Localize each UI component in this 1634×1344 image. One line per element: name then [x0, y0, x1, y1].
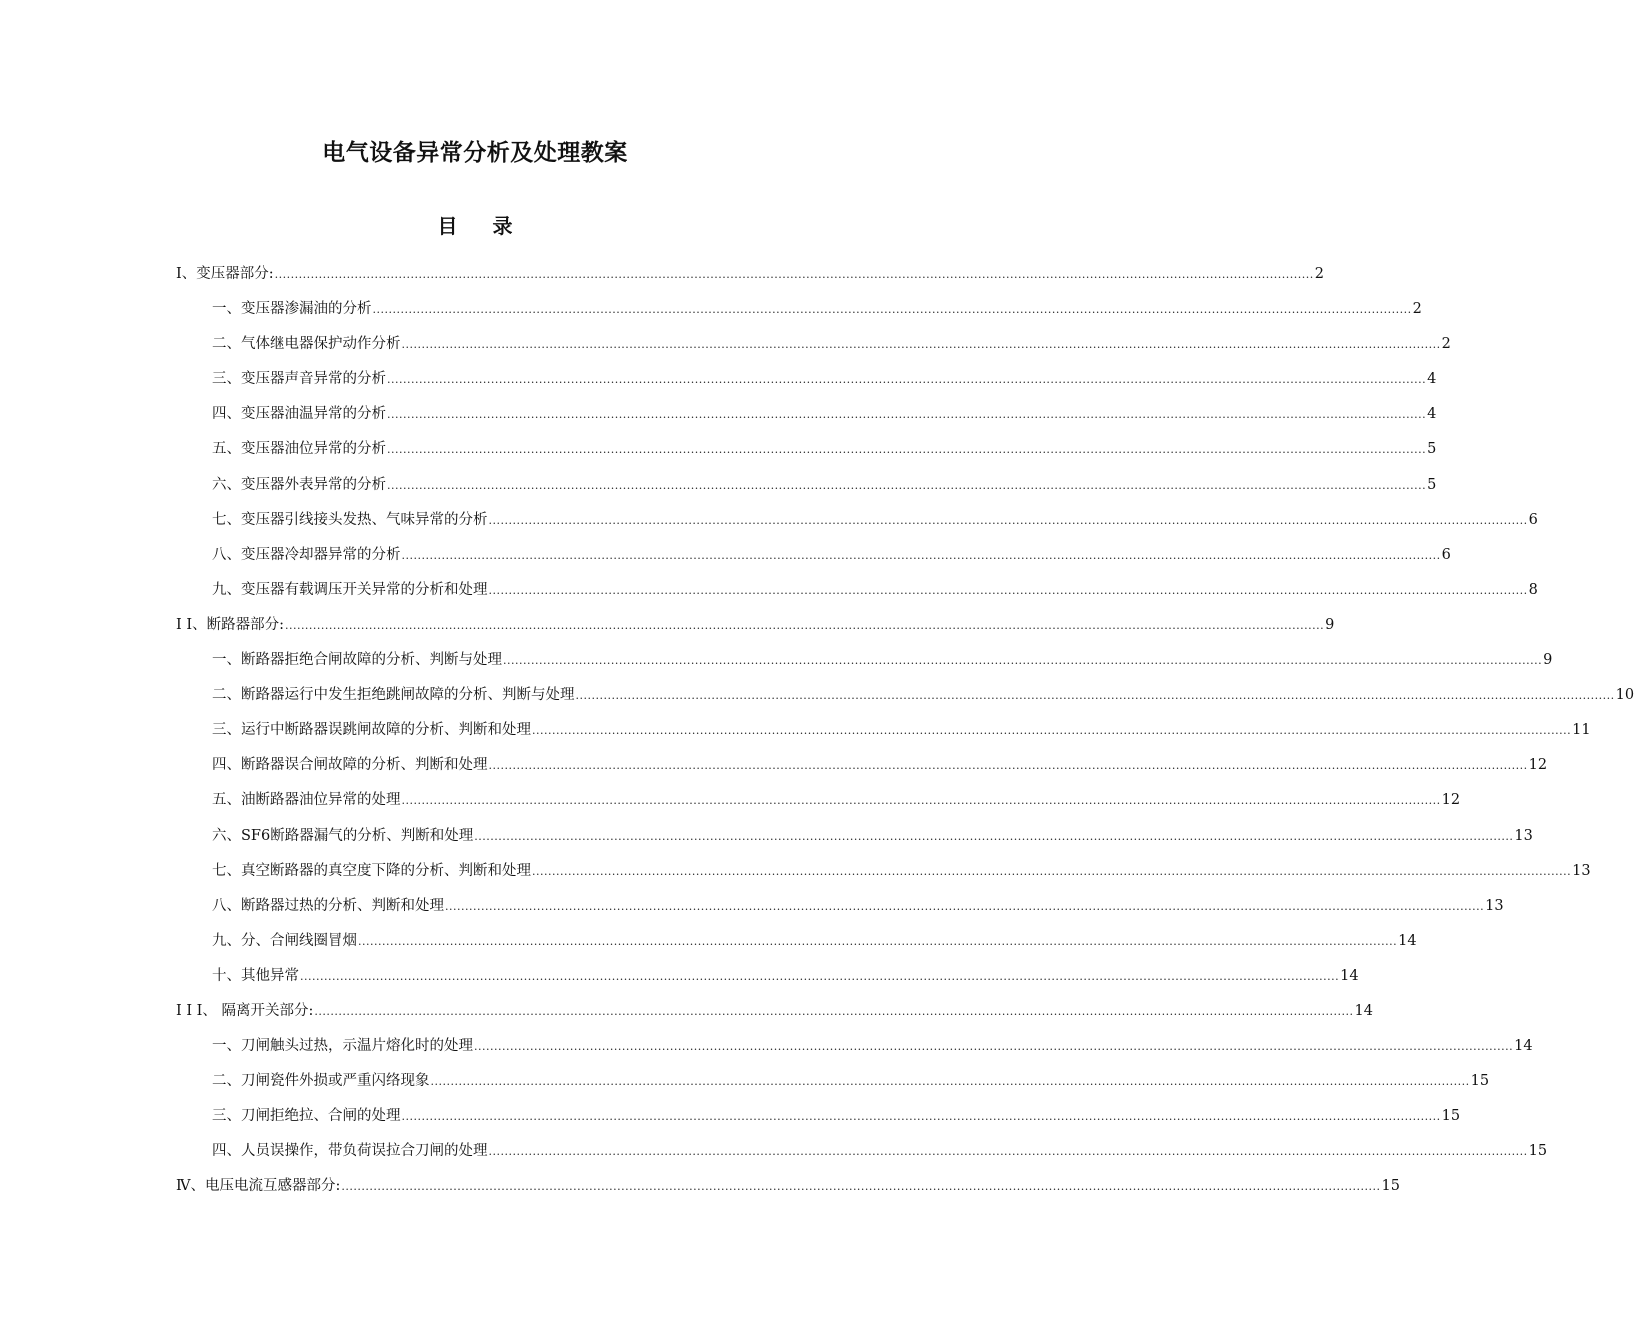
- toc-entry-label: 二、断路器运行中发生拒绝跳闸故障的分析、判断与处理: [212, 687, 575, 704]
- toc-entry-page-number: 14: [1354, 1002, 1373, 1019]
- toc-entry-label: 四、变压器油温异常的分析: [212, 406, 386, 423]
- toc-entry-label: 八、变压器冷却器异常的分析: [212, 546, 401, 563]
- toc-subsection-entry[interactable]: [176, 857, 1591, 892]
- toc-subsection-entry[interactable]: [176, 646, 1553, 681]
- toc-entry-page-number: 13: [1485, 897, 1504, 914]
- toc-entry-label: 十、其他异常: [212, 967, 299, 984]
- toc-dot-leader: ....................................................................................................................................................................................................................................................................: [387, 443, 1427, 457]
- toc-entry-label: 一、刀闸触头过热，示温片熔化时的处理: [212, 1038, 473, 1055]
- toc-entry-page-number: 15: [1441, 1108, 1461, 1125]
- toc-subsection-entry[interactable]: [176, 681, 1634, 716]
- toc-dot-leader: ....................................................................................................................................................................................................................................................................: [575, 689, 1615, 703]
- toc-dot-leader: ....................................................................................................................................................................................................................................................................: [341, 1180, 1381, 1194]
- toc-subsection-entry[interactable]: [176, 1102, 1461, 1137]
- toc-subsection-entry[interactable]: [176, 822, 1533, 857]
- toc-subsection-entry[interactable]: [176, 786, 1461, 821]
- toc-entry-page-number: 15: [1528, 1143, 1548, 1160]
- toc-entry-page-number: 2: [1314, 266, 1324, 282]
- toc-subsection-entry[interactable]: [176, 365, 1437, 400]
- toc-entry-label: 九、分、合闸线圈冒烟: [212, 932, 357, 949]
- toc-entry-page-number: 11: [1572, 722, 1591, 739]
- toc-dot-leader: ....................................................................................................................................................................................................................................................................: [401, 1110, 1441, 1124]
- toc-heading: 目 录: [437, 214, 527, 238]
- toc-section-entry[interactable]: [176, 611, 1335, 646]
- toc-dot-leader: ....................................................................................................................................................................................................................................................................: [401, 338, 1441, 352]
- toc-subsection-entry[interactable]: [176, 1032, 1533, 1067]
- toc-entry-label: 七、真空断路器的真空度下降的分析、判断和处理: [212, 862, 531, 879]
- toc-entry-label: I I I、 隔离开关部分:: [176, 1002, 314, 1019]
- toc-dot-leader: ....................................................................................................................................................................................................................................................................: [284, 618, 1325, 632]
- toc-dot-leader: ....................................................................................................................................................................................................................................................................: [532, 724, 1572, 738]
- toc-entry-label: 九、变压器有载调压开关异常的分析和处理: [212, 581, 488, 598]
- toc-subsection-entry[interactable]: [176, 541, 1451, 576]
- toc-entry-page-number: 9: [1325, 616, 1335, 633]
- toc-entry-page-number: 14: [1340, 967, 1359, 984]
- toc-entry-label: I、变压器部分:: [176, 266, 274, 282]
- toc-subsection-entry[interactable]: [176, 716, 1591, 751]
- toc-entry-page-number: 9: [1543, 652, 1553, 669]
- toc-entry-page-number: 10: [1615, 687, 1634, 704]
- toc-dot-leader: ....................................................................................................................................................................................................................................................................: [488, 513, 1528, 527]
- toc-subsection-entry[interactable]: [176, 400, 1437, 435]
- toc-dot-leader: ....................................................................................................................................................................................................................................................................: [474, 829, 1514, 843]
- toc-subsection-entry[interactable]: [176, 927, 1417, 962]
- toc-entry-label: 三、变压器声音异常的分析: [212, 371, 386, 388]
- toc-dot-leader: ....................................................................................................................................................................................................................................................................: [503, 654, 1543, 668]
- toc-subsection-entry[interactable]: [176, 576, 1538, 611]
- toc-subsection-entry[interactable]: [176, 1067, 1490, 1102]
- toc-entry-label: Ⅳ、电压电流互感器部分:: [176, 1178, 341, 1195]
- toc-entry-label: 六、变压器外表异常的分析: [212, 476, 386, 493]
- toc-dot-leader: ....................................................................................................................................................................................................................................................................: [300, 969, 1340, 983]
- toc-entry-page-number: 5: [1427, 441, 1437, 458]
- toc-subsection-entry[interactable]: [176, 295, 1422, 330]
- toc-subsection-entry[interactable]: [176, 1137, 1548, 1172]
- toc-entry-label: 八、断路器过热的分析、判断和处理: [212, 897, 444, 914]
- toc-subsection-entry[interactable]: [176, 471, 1437, 506]
- toc-entry-label: 一、断路器拒绝合闸故障的分析、判断与处理: [212, 652, 502, 669]
- toc-dot-leader: ....................................................................................................................................................................................................................................................................: [387, 408, 1427, 422]
- table-of-contents: [176, 260, 1634, 1208]
- toc-dot-leader: ....................................................................................................................................................................................................................................................................: [488, 759, 1528, 773]
- toc-entry-page-number: 6: [1528, 511, 1538, 528]
- toc-entry-page-number: 12: [1441, 792, 1461, 809]
- toc-subsection-entry[interactable]: [176, 330, 1451, 365]
- toc-dot-leader: ....................................................................................................................................................................................................................................................................: [474, 1040, 1514, 1054]
- toc-section-entry[interactable]: [176, 260, 1324, 295]
- toc-entry-page-number: 2: [1441, 336, 1451, 353]
- toc-dot-leader: ....................................................................................................................................................................................................................................................................: [430, 1075, 1470, 1089]
- toc-entry-page-number: 8: [1528, 581, 1538, 598]
- toc-dot-leader: ....................................................................................................................................................................................................................................................................: [401, 794, 1441, 808]
- document-title: 电气设备异常分析及处理教案: [322, 139, 628, 166]
- toc-entry-label: 五、变压器油位异常的分析: [212, 441, 386, 458]
- toc-entry-label: 五、油断路器油位异常的处理: [212, 792, 401, 809]
- toc-entry-label: 六、SF6断路器漏气的分析、判断和处理: [212, 827, 474, 844]
- toc-dot-leader: ....................................................................................................................................................................................................................................................................: [387, 373, 1427, 387]
- toc-section-entry[interactable]: [176, 997, 1373, 1032]
- toc-dot-leader: ....................................................................................................................................................................................................................................................................: [358, 934, 1398, 948]
- toc-section-entry[interactable]: [176, 1172, 1400, 1207]
- toc-subsection-entry[interactable]: [176, 506, 1538, 541]
- toc-dot-leader: ....................................................................................................................................................................................................................................................................: [445, 899, 1485, 913]
- toc-entry-page-number: 13: [1514, 827, 1533, 844]
- toc-subsection-entry[interactable]: [176, 892, 1504, 927]
- toc-dot-leader: ....................................................................................................................................................................................................................................................................: [532, 864, 1572, 878]
- toc-entry-page-number: 15: [1381, 1178, 1400, 1195]
- toc-dot-leader: ....................................................................................................................................................................................................................................................................: [488, 583, 1528, 597]
- toc-entry-label: 七、变压器引线接头发热、气味异常的分析: [212, 511, 488, 528]
- toc-dot-leader: ....................................................................................................................................................................................................................................................................: [372, 303, 1412, 317]
- toc-entry-page-number: 5: [1427, 476, 1437, 493]
- toc-entry-page-number: 6: [1441, 546, 1451, 563]
- toc-entry-page-number: 2: [1412, 301, 1422, 318]
- toc-dot-leader: ....................................................................................................................................................................................................................................................................: [387, 478, 1427, 492]
- toc-entry-label: 三、刀闸拒绝拉、合闸的处理: [212, 1108, 401, 1125]
- toc-entry-label: I I、断路器部分:: [176, 616, 284, 633]
- toc-entry-label: 一、变压器渗漏油的分析: [212, 301, 372, 318]
- toc-entry-label: 四、断路器误合闸故障的分析、判断和处理: [212, 757, 488, 774]
- toc-entry-label: 三、运行中断路器误跳闸故障的分析、判断和处理: [212, 722, 531, 739]
- toc-entry-page-number: 13: [1572, 862, 1591, 879]
- toc-entry-page-number: 14: [1514, 1038, 1533, 1055]
- toc-entry-label: 四、人员误操作，带负荷误拉合刀闸的处理: [212, 1143, 488, 1160]
- toc-subsection-entry[interactable]: [176, 751, 1548, 786]
- toc-dot-leader: ....................................................................................................................................................................................................................................................................: [488, 1145, 1528, 1159]
- toc-entry-page-number: 4: [1427, 406, 1437, 423]
- toc-dot-leader: ....................................................................................................................................................................................................................................................................: [314, 1004, 1354, 1018]
- toc-dot-leader: ....................................................................................................................................................................................................................................................................: [401, 548, 1441, 562]
- toc-entry-page-number: 14: [1398, 932, 1417, 949]
- toc-entry-page-number: 15: [1470, 1073, 1490, 1090]
- toc-entry-label: 二、气体继电器保护动作分析: [212, 336, 401, 353]
- toc-entry-page-number: 12: [1528, 757, 1548, 774]
- toc-subsection-entry[interactable]: [176, 435, 1437, 470]
- toc-subsection-entry[interactable]: [176, 962, 1359, 997]
- toc-dot-leader: ....................................................................................................................................................................................................................................................................: [274, 268, 1314, 281]
- toc-entry-page-number: 4: [1427, 371, 1437, 388]
- toc-entry-label: 二、刀闸瓷件外损或严重闪络现象: [212, 1073, 430, 1090]
